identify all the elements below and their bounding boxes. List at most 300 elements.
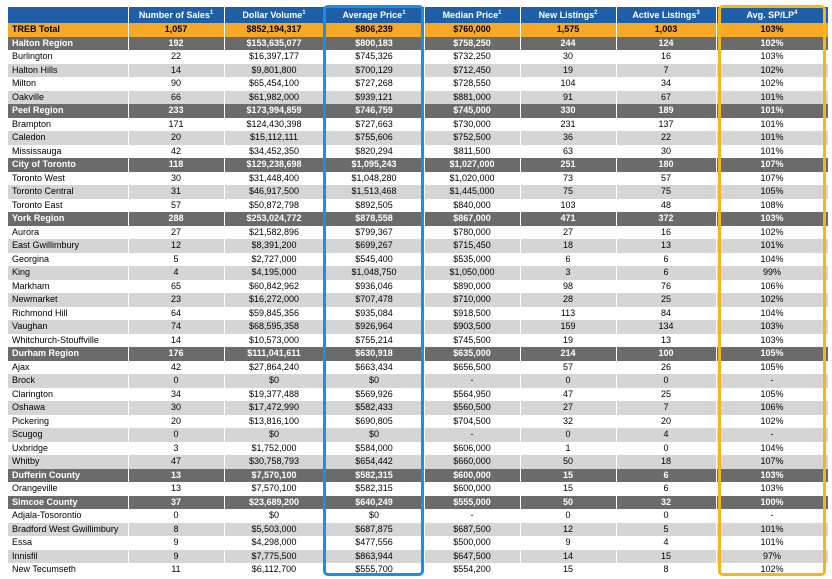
dollar-volume-cell: $173,994,859	[224, 104, 324, 118]
avg-sp-lp-cell: 103%	[716, 334, 828, 348]
municipality-row	[8, 523, 828, 537]
active-listings-cell: 16	[616, 50, 716, 64]
dollar-volume-cell: $5,503,000	[224, 523, 324, 537]
region-row	[8, 37, 828, 51]
new-listings-cell: 32	[520, 415, 616, 429]
area-name-cell: TREB Total	[8, 23, 128, 37]
dollar-volume-cell: $68,595,358	[224, 320, 324, 334]
municipality-row	[8, 77, 828, 91]
municipality-row	[8, 482, 828, 496]
number-of-sales-cell: 192	[128, 37, 224, 51]
area-name-cell: Toronto East	[8, 199, 128, 213]
municipality-row	[8, 185, 828, 199]
median-price-cell: $918,500	[424, 307, 520, 321]
number-of-sales-cell: 12	[128, 239, 224, 253]
average-price-cell: $755,214	[324, 334, 424, 348]
active-listings-cell: 8	[616, 563, 716, 577]
median-price-cell: $715,450	[424, 239, 520, 253]
area-name-cell: New Tecumseth	[8, 563, 128, 577]
area-name-cell: Burlington	[8, 50, 128, 64]
average-price-cell: $700,129	[324, 64, 424, 78]
municipality-row	[8, 293, 828, 307]
dollar-volume-cell: $19,377,488	[224, 388, 324, 402]
dollar-volume-cell: $852,194,317	[224, 23, 324, 37]
municipality-row	[8, 239, 828, 253]
average-price-cell: $690,805	[324, 415, 424, 429]
number-of-sales-cell: 30	[128, 172, 224, 186]
avg-sp-lp-cell: 102%	[716, 226, 828, 240]
median-price-cell: $1,050,000	[424, 266, 520, 280]
number-of-sales-cell: 8	[128, 523, 224, 537]
active-listings-cell: 25	[616, 293, 716, 307]
active-listings-cell: 18	[616, 455, 716, 469]
number-of-sales-cell: 13	[128, 482, 224, 496]
avg-sp-lp-cell: 103%	[716, 320, 828, 334]
dollar-volume-cell: $30,758,793	[224, 455, 324, 469]
new-listings-cell: 15	[520, 469, 616, 483]
median-price-cell: $606,000	[424, 442, 520, 456]
number-of-sales-cell: 4	[128, 266, 224, 280]
municipality-row	[8, 253, 828, 267]
area-name-cell: Richmond Hill	[8, 307, 128, 321]
area-name-cell: Orangeville	[8, 482, 128, 496]
average-price-cell: $582,315	[324, 469, 424, 483]
municipality-row	[8, 334, 828, 348]
footnote-marker: 1	[402, 10, 406, 16]
municipality-row	[8, 563, 828, 577]
area-name-cell: Whitby	[8, 455, 128, 469]
area-name-cell: Pickering	[8, 415, 128, 429]
active-listings-cell: 76	[616, 280, 716, 294]
avg-sp-lp-cell: 104%	[716, 253, 828, 267]
median-price-cell: $660,000	[424, 455, 520, 469]
average-price-cell: $926,964	[324, 320, 424, 334]
dollar-volume-cell: $0	[224, 509, 324, 523]
median-price-cell: $712,450	[424, 64, 520, 78]
avg-sp-lp-cell: 99%	[716, 266, 828, 280]
median-price-cell: $811,500	[424, 145, 520, 159]
avg-sp-lp-header	[716, 7, 828, 23]
number-of-sales-cell: 23	[128, 293, 224, 307]
active-listings-cell: 48	[616, 199, 716, 213]
footnote-marker: 4	[794, 10, 798, 16]
median-price-cell: $780,000	[424, 226, 520, 240]
median-price-cell: $903,500	[424, 320, 520, 334]
municipality-row	[8, 550, 828, 564]
active-listings-cell: 30	[616, 145, 716, 159]
municipality-row	[8, 131, 828, 145]
municipality-row	[8, 415, 828, 429]
new-listings-cell: 14	[520, 550, 616, 564]
area-name-cell: Scugog	[8, 428, 128, 442]
new-listings-cell: 214	[520, 347, 616, 361]
new-listings-cell: 27	[520, 401, 616, 415]
dollar-volume-cell: $60,842,962	[224, 280, 324, 294]
municipality-row	[8, 361, 828, 375]
active-listings-cell: 13	[616, 334, 716, 348]
average-price-cell: $1,048,280	[324, 172, 424, 186]
municipality-row	[8, 509, 828, 523]
number-of-sales-cell: 57	[128, 199, 224, 213]
average-price-cell: $582,315	[324, 482, 424, 496]
dollar-volume-header	[224, 7, 324, 23]
median-price-cell: $881,000	[424, 91, 520, 105]
number-of-sales-cell: 65	[128, 280, 224, 294]
new-listings-cell: 57	[520, 361, 616, 375]
new-listings-cell: 251	[520, 158, 616, 172]
active-listings-cell: 7	[616, 401, 716, 415]
average-price-cell: $663,434	[324, 361, 424, 375]
number-of-sales-cell: 176	[128, 347, 224, 361]
dollar-volume-cell: $27,864,240	[224, 361, 324, 375]
region-row	[8, 347, 828, 361]
municipality-row	[8, 199, 828, 213]
new-listings-cell: 1,575	[520, 23, 616, 37]
dollar-volume-cell: $4,195,000	[224, 266, 324, 280]
average-price-cell: $727,268	[324, 77, 424, 91]
median-price-cell: $535,000	[424, 253, 520, 267]
footnote-marker: 1	[498, 10, 502, 16]
number-of-sales-cell: 27	[128, 226, 224, 240]
average-price-cell: $687,875	[324, 523, 424, 537]
active-listings-cell: 124	[616, 37, 716, 51]
average-price-cell: $477,556	[324, 536, 424, 550]
avg-sp-lp-cell: -	[716, 509, 828, 523]
avg-sp-lp-cell: 100%	[716, 496, 828, 510]
avg-sp-lp-cell: 105%	[716, 185, 828, 199]
active-listings-cell: 0	[616, 374, 716, 388]
dollar-volume-cell: $153,635,077	[224, 37, 324, 51]
median-price-cell: $732,250	[424, 50, 520, 64]
area-name-cell: Markham	[8, 280, 128, 294]
municipality-row	[8, 145, 828, 159]
active-listings-cell: 13	[616, 239, 716, 253]
header-label: New Listings	[538, 10, 595, 20]
active-listings-cell: 6	[616, 253, 716, 267]
median-price-cell: $704,500	[424, 415, 520, 429]
average-price-cell: $545,400	[324, 253, 424, 267]
median-price-cell: $760,000	[424, 23, 520, 37]
dollar-volume-cell: $4,298,000	[224, 536, 324, 550]
new-listings-cell: 12	[520, 523, 616, 537]
active-listings-cell: 84	[616, 307, 716, 321]
area-name-cell: East Gwillimbury	[8, 239, 128, 253]
area-name-cell: Toronto West	[8, 172, 128, 186]
average-price-cell: $555,700	[324, 563, 424, 577]
dollar-volume-cell: $124,430,398	[224, 118, 324, 132]
average-price-cell: $707,478	[324, 293, 424, 307]
new-listings-cell: 75	[520, 185, 616, 199]
footnote-marker: 1	[302, 10, 306, 16]
new-listings-cell: 103	[520, 199, 616, 213]
active-listings-cell: 22	[616, 131, 716, 145]
active-listings-cell: 7	[616, 64, 716, 78]
header-row	[8, 7, 828, 23]
active-listings-cell: 180	[616, 158, 716, 172]
median-price-cell: -	[424, 428, 520, 442]
area-name-cell: Caledon	[8, 131, 128, 145]
dollar-volume-cell: $10,573,000	[224, 334, 324, 348]
dollar-volume-cell: $1,752,000	[224, 442, 324, 456]
area-name-cell: Milton	[8, 77, 128, 91]
avg-sp-lp-cell: -	[716, 374, 828, 388]
new-listings-cell: 30	[520, 50, 616, 64]
footnote-marker: 1	[209, 10, 214, 16]
dollar-volume-cell: $17,472,990	[224, 401, 324, 415]
average-price-cell: $745,326	[324, 50, 424, 64]
active-listings-cell: 67	[616, 91, 716, 105]
new-listings-header	[520, 7, 616, 23]
avg-sp-lp-cell: 101%	[716, 536, 828, 550]
avg-sp-lp-cell: 102%	[716, 37, 828, 51]
municipality-row	[8, 226, 828, 240]
number-of-sales-cell: 14	[128, 334, 224, 348]
active-listings-cell: 100	[616, 347, 716, 361]
average-price-cell: $0	[324, 374, 424, 388]
median-price-cell: $745,500	[424, 334, 520, 348]
average-price-cell: $863,944	[324, 550, 424, 564]
average-price-cell: $799,367	[324, 226, 424, 240]
region-row	[8, 496, 828, 510]
municipality-row	[8, 455, 828, 469]
dollar-volume-cell: $2,727,000	[224, 253, 324, 267]
dollar-volume-cell: $111,041,611	[224, 347, 324, 361]
area-header	[8, 7, 128, 23]
area-name-cell: Brock	[8, 374, 128, 388]
area-name-cell: Brampton	[8, 118, 128, 132]
average-price-cell: $0	[324, 509, 424, 523]
dollar-volume-cell: $8,391,200	[224, 239, 324, 253]
active-listings-cell: 0	[616, 442, 716, 456]
median-price-cell: $752,500	[424, 131, 520, 145]
area-name-cell: Aurora	[8, 226, 128, 240]
active-listings-cell: 4	[616, 428, 716, 442]
active-listings-cell: 15	[616, 550, 716, 564]
average-price-cell: $936,046	[324, 280, 424, 294]
median-price-cell: $500,000	[424, 536, 520, 550]
number-of-sales-cell: 171	[128, 118, 224, 132]
average-price-cell: $630,918	[324, 347, 424, 361]
new-listings-cell: 231	[520, 118, 616, 132]
area-name-cell: Adjala-Tosorontio	[8, 509, 128, 523]
avg-sp-lp-cell: 101%	[716, 239, 828, 253]
area-name-cell: Newmarket	[8, 293, 128, 307]
new-listings-cell: 244	[520, 37, 616, 51]
area-name-cell: Georgina	[8, 253, 128, 267]
avg-sp-lp-cell: 103%	[716, 212, 828, 226]
new-listings-cell: 63	[520, 145, 616, 159]
number-of-sales-cell: 64	[128, 307, 224, 321]
number-of-sales-cell: 66	[128, 91, 224, 105]
new-listings-cell: 15	[520, 482, 616, 496]
avg-sp-lp-cell: 101%	[716, 131, 828, 145]
avg-sp-lp-cell: 101%	[716, 104, 828, 118]
municipality-row	[8, 428, 828, 442]
dollar-volume-cell: $0	[224, 428, 324, 442]
average-price-cell: $746,759	[324, 104, 424, 118]
avg-sp-lp-cell: 105%	[716, 347, 828, 361]
area-name-cell: Clarington	[8, 388, 128, 402]
average-price-cell: $820,294	[324, 145, 424, 159]
dollar-volume-cell: $16,397,177	[224, 50, 324, 64]
number-of-sales-cell: 20	[128, 415, 224, 429]
median-price-cell: $1,027,000	[424, 158, 520, 172]
new-listings-cell: 0	[520, 428, 616, 442]
number-of-sales-cell: 13	[128, 469, 224, 483]
active-listings-cell: 6	[616, 469, 716, 483]
median-price-cell: $710,000	[424, 293, 520, 307]
active-listings-cell: 4	[616, 536, 716, 550]
active-listings-cell: 57	[616, 172, 716, 186]
region-row	[8, 469, 828, 483]
avg-sp-lp-cell: 102%	[716, 64, 828, 78]
header-label: Active Listings	[632, 10, 697, 20]
dollar-volume-cell: $7,570,100	[224, 469, 324, 483]
new-listings-cell: 98	[520, 280, 616, 294]
median-price-cell: $555,000	[424, 496, 520, 510]
average-price-cell: $0	[324, 428, 424, 442]
market-statistics-table	[8, 7, 829, 577]
dollar-volume-cell: $61,982,000	[224, 91, 324, 105]
area-name-cell: Dufferin County	[8, 469, 128, 483]
new-listings-cell: 27	[520, 226, 616, 240]
area-name-cell: Oakville	[8, 91, 128, 105]
municipality-row	[8, 401, 828, 415]
avg-sp-lp-cell: -	[716, 428, 828, 442]
number-of-sales-cell: 288	[128, 212, 224, 226]
number-of-sales-cell: 233	[128, 104, 224, 118]
area-name-cell: Toronto Central	[8, 185, 128, 199]
header-label: Avg. SP/LP	[746, 10, 795, 20]
footnote-marker: 2	[594, 10, 598, 16]
median-price-cell: $564,950	[424, 388, 520, 402]
active-listings-cell: 189	[616, 104, 716, 118]
dollar-volume-cell: $9,801,800	[224, 64, 324, 78]
municipality-row	[8, 388, 828, 402]
avg-sp-lp-cell: 97%	[716, 550, 828, 564]
municipality-row	[8, 64, 828, 78]
area-name-cell: Durham Region	[8, 347, 128, 361]
municipality-row	[8, 307, 828, 321]
median-price-cell: -	[424, 509, 520, 523]
active-listings-cell: 5	[616, 523, 716, 537]
header-label: Median Price	[442, 10, 499, 20]
number-of-sales-cell: 37	[128, 496, 224, 510]
new-listings-cell: 113	[520, 307, 616, 321]
active-listings-cell: 6	[616, 482, 716, 496]
new-listings-cell: 36	[520, 131, 616, 145]
new-listings-cell: 0	[520, 509, 616, 523]
new-listings-cell: 50	[520, 455, 616, 469]
average-price-cell: $806,239	[324, 23, 424, 37]
average-price-cell: $878,558	[324, 212, 424, 226]
dollar-volume-cell: $59,845,356	[224, 307, 324, 321]
municipality-row	[8, 118, 828, 132]
area-name-cell: Bradford West Gwillimbury	[8, 523, 128, 537]
new-listings-cell: 18	[520, 239, 616, 253]
dollar-volume-cell: $50,872,798	[224, 199, 324, 213]
avg-sp-lp-cell: 103%	[716, 469, 828, 483]
number-of-sales-cell: 31	[128, 185, 224, 199]
area-name-cell: King	[8, 266, 128, 280]
median-price-cell: $730,000	[424, 118, 520, 132]
dollar-volume-cell: $34,452,350	[224, 145, 324, 159]
average-price-header	[324, 7, 424, 23]
dollar-volume-cell: $13,816,100	[224, 415, 324, 429]
number-of-sales-cell: 9	[128, 550, 224, 564]
dollar-volume-cell: $46,917,500	[224, 185, 324, 199]
median-price-cell: $635,000	[424, 347, 520, 361]
active-listings-cell: 134	[616, 320, 716, 334]
median-price-cell: $1,020,000	[424, 172, 520, 186]
number-of-sales-header	[128, 7, 224, 23]
municipality-row	[8, 374, 828, 388]
number-of-sales-cell: 90	[128, 77, 224, 91]
municipality-row	[8, 280, 828, 294]
municipality-row	[8, 442, 828, 456]
new-listings-cell: 9	[520, 536, 616, 550]
area-name-cell: Ajax	[8, 361, 128, 375]
area-name-cell: Vaughan	[8, 320, 128, 334]
dollar-volume-cell: $21,582,896	[224, 226, 324, 240]
dollar-volume-cell: $16,272,000	[224, 293, 324, 307]
avg-sp-lp-cell: 101%	[716, 145, 828, 159]
median-price-cell: $867,000	[424, 212, 520, 226]
avg-sp-lp-cell: 101%	[716, 91, 828, 105]
number-of-sales-cell: 5	[128, 253, 224, 267]
median-price-cell: $758,250	[424, 37, 520, 51]
number-of-sales-cell: 0	[128, 428, 224, 442]
municipality-row	[8, 50, 828, 64]
area-name-cell: Innisfil	[8, 550, 128, 564]
avg-sp-lp-cell: 105%	[716, 388, 828, 402]
area-name-cell: Peel Region	[8, 104, 128, 118]
median-price-cell: $840,000	[424, 199, 520, 213]
total-row	[8, 23, 828, 37]
active-listings-cell: 32	[616, 496, 716, 510]
avg-sp-lp-cell: 108%	[716, 199, 828, 213]
active-listings-cell: 16	[616, 226, 716, 240]
dollar-volume-cell: $65,454,100	[224, 77, 324, 91]
avg-sp-lp-cell: 102%	[716, 415, 828, 429]
area-name-cell: Mississauga	[8, 145, 128, 159]
footnote-marker: 3	[696, 10, 700, 16]
active-listings-cell: 372	[616, 212, 716, 226]
number-of-sales-cell: 14	[128, 64, 224, 78]
number-of-sales-cell: 20	[128, 131, 224, 145]
municipality-row	[8, 320, 828, 334]
area-name-cell: Essa	[8, 536, 128, 550]
area-name-cell: York Region	[8, 212, 128, 226]
header-label: Number of Sales	[138, 10, 210, 20]
active-listings-cell: 25	[616, 388, 716, 402]
area-name-cell: City of Toronto	[8, 158, 128, 172]
new-listings-cell: 28	[520, 293, 616, 307]
number-of-sales-cell: 22	[128, 50, 224, 64]
active-listings-cell: 137	[616, 118, 716, 132]
new-listings-cell: 15	[520, 563, 616, 577]
number-of-sales-cell: 9	[128, 536, 224, 550]
avg-sp-lp-cell: 102%	[716, 77, 828, 91]
area-name-cell: Simcoe County	[8, 496, 128, 510]
number-of-sales-cell: 74	[128, 320, 224, 334]
dollar-volume-cell: $31,448,400	[224, 172, 324, 186]
area-name-cell: Halton Hills	[8, 64, 128, 78]
avg-sp-lp-cell: 101%	[716, 118, 828, 132]
average-price-cell: $1,048,750	[324, 266, 424, 280]
active-listings-cell: 34	[616, 77, 716, 91]
region-row	[8, 158, 828, 172]
